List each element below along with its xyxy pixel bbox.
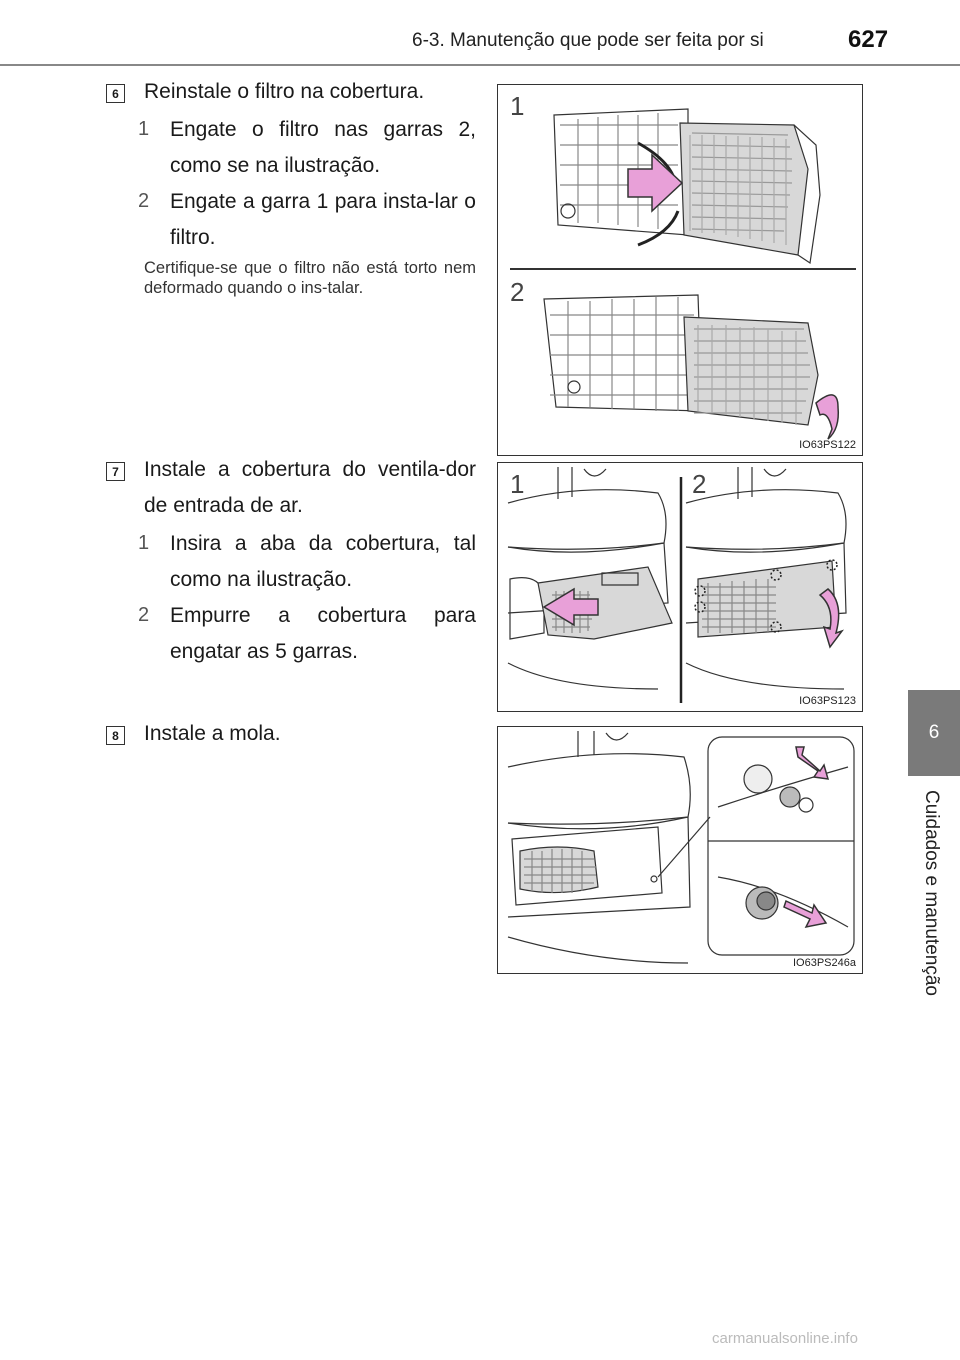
substep-text: Insira a aba da cobertura, tal como na ilustração. <box>170 532 476 591</box>
substep-text: Engate o filtro nas garras 2, como se na ilustração. <box>170 118 476 177</box>
chapter-title: Cuidados e manutenção <box>921 790 942 996</box>
figure-code: IO63PS122 <box>799 439 856 451</box>
substep-text: Engate a garra 1 para insta-lar o filtro. <box>170 190 476 249</box>
step-text: Instale a cobertura do ventila-dor de entrada de ar. <box>144 458 476 517</box>
figure-code: IO63PS123 <box>799 695 856 707</box>
figure-panel-label: 2 <box>510 277 525 307</box>
substep-marker: 2 <box>138 190 150 212</box>
figure-spring-install <box>497 726 863 974</box>
cover-install-illustration <box>498 463 861 710</box>
step-number-box: 8 <box>106 726 125 745</box>
step-text: Reinstale o filtro na cobertura. <box>144 80 425 103</box>
step-text: Instale a mola. <box>144 722 281 745</box>
chapter-number: 6 <box>928 722 940 743</box>
chapter-tab <box>908 690 960 776</box>
step-number-box: 6 <box>106 84 125 103</box>
substep-marker: 1 <box>138 532 150 554</box>
push-arrow-icon <box>796 747 828 779</box>
chapter-title-vertical <box>905 790 957 1020</box>
section-title: 6-3. Manutenção que pode ser feita por si <box>412 30 764 51</box>
figure-code: IO63PS246a <box>793 957 856 969</box>
step-note: Certifique-se que o filtro não está torto nem deformado quando o ins-talar. <box>144 259 476 297</box>
header-divider <box>0 64 960 66</box>
step-number-box: 7 <box>106 462 125 481</box>
figure-panel-label: 1 <box>510 91 525 121</box>
substep-marker: 2 <box>138 604 150 626</box>
figure-panel-label: 2 <box>692 469 707 499</box>
substep-text: Empurre a cobertura para engatar as 5 garras. <box>170 604 476 663</box>
spring-install-illustration <box>498 727 861 972</box>
filter-install-illustration <box>498 85 861 454</box>
figure-cover-install <box>497 462 863 712</box>
figure-panel-label: 1 <box>510 469 525 499</box>
figure-filter-install <box>497 84 863 456</box>
substep-marker: 1 <box>138 118 150 140</box>
watermark: carmanualsonline.info <box>712 1330 858 1347</box>
page-number: 627 <box>848 26 889 53</box>
rotate-arrow-icon <box>816 395 838 439</box>
